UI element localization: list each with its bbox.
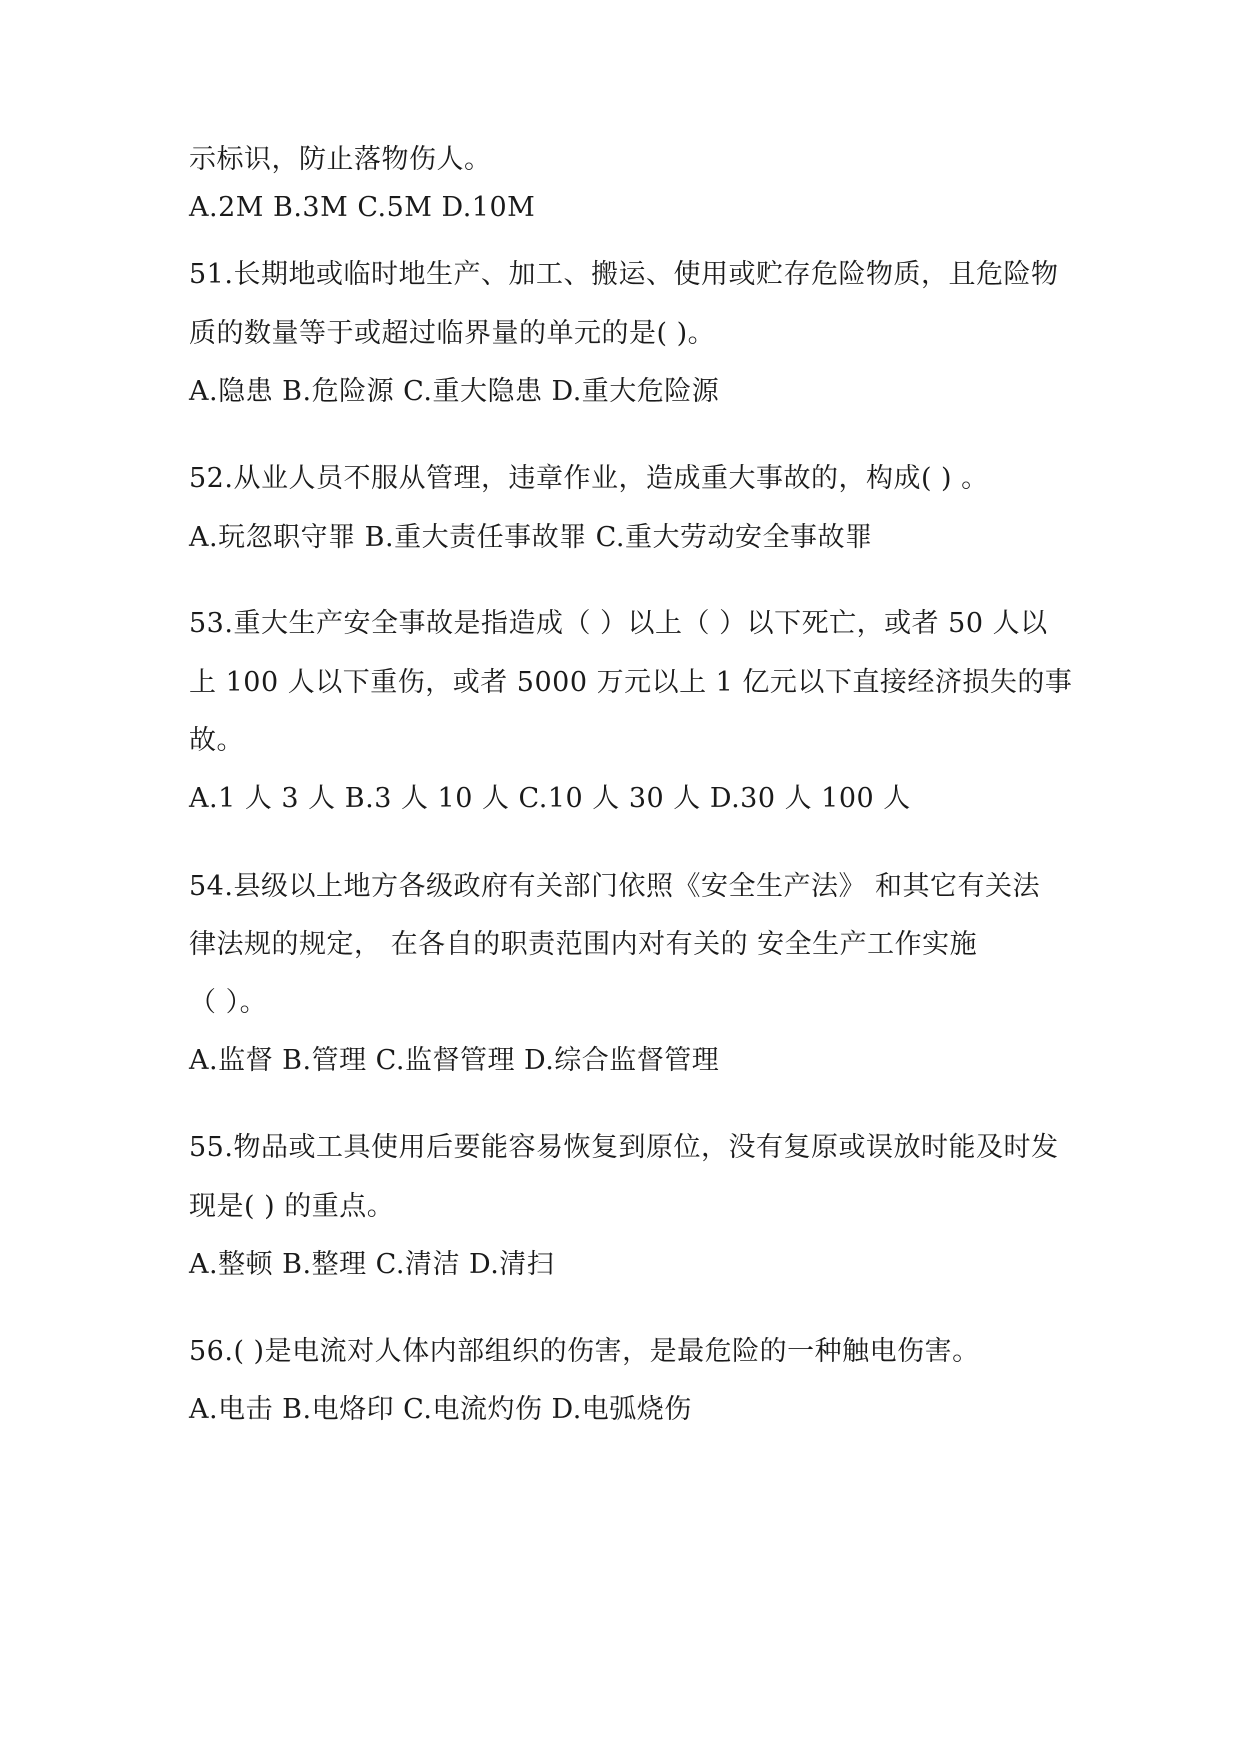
q51-text-line-1: 51.长期地或临时地生产、加工、搬运、使用或贮存危险物质，且危险物 [189, 259, 1059, 290]
q51-text-line-2: 质的数量等于或超过临界量的单元的是( )。 [189, 318, 716, 349]
q55-text-line-2: 现是( ) 的重点。 [189, 1191, 395, 1222]
q54-text-line-3: （ ）。 [189, 987, 268, 1018]
q54-text-line-1: 54.县级以上地方各级政府有关部门依照《安全生产法》 和其它有关法 [189, 871, 1041, 902]
q54-text-line-2: 律法规的规定， 在各自的职责范围内对有关的 安全生产工作实施 [189, 929, 978, 960]
q53-options: A.1 人 3 人 B.3 人 10 人 C.10 人 30 人 D.30 人 100 人 [189, 783, 911, 814]
q53-text-line-2: 上 100 人以下重伤，或者 5000 万元以上 1 亿元以下直接经济损失的事 [189, 667, 1073, 698]
q51-options: A.隐患 B.危险源 C.重大隐患 D.重大危险源 [189, 376, 720, 407]
q52-text-line-1: 52.从业人员不服从管理，违章作业，造成重大事故的，构成( ) 。 [189, 463, 989, 494]
q56-options: A.电击 B.电烙印 C.电流灼伤 D.电弧烧伤 [189, 1394, 692, 1425]
q55-options: A.整顿 B.整理 C.清洁 D.清扫 [189, 1249, 555, 1280]
q55-text-line-1: 55.物品或工具使用后要能容易恢复到原位，没有复原或误放时能及时发 [189, 1132, 1059, 1163]
q54-options: A.监督 B.管理 C.监督管理 D.综合监督管理 [189, 1045, 720, 1076]
q53-text-line-1: 53.重大生产安全事故是指造成（ ）以上（ ）以下死亡，或者 50 人以 [189, 608, 1048, 639]
text-line-continuation: 示标识，防止落物伤人。 [189, 144, 492, 175]
q53-text-line-3: 故。 [189, 725, 244, 756]
q50-options: A.2M B.3M C.5M D.10M [189, 192, 536, 223]
q52-options: A.玩忽职守罪 B.重大责任事故罪 C.重大劳动安全事故罪 [189, 522, 873, 553]
q56-text-line-1: 56.( )是电流对人体内部组织的伤害，是最危险的一种触电伤害。 [189, 1336, 980, 1367]
